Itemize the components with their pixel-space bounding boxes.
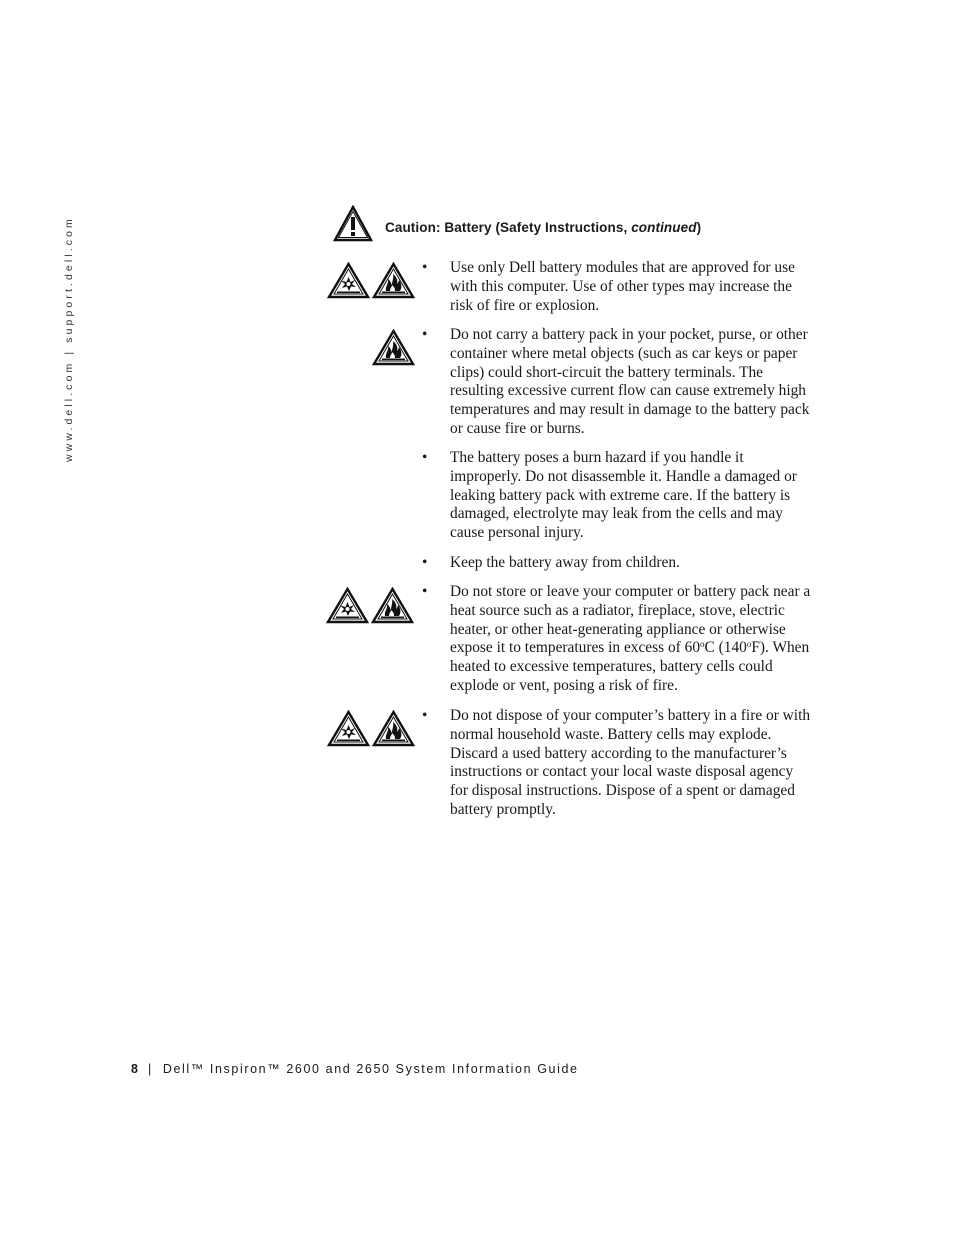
bullet-text: Use only Dell battery modules that are approved for use with this computer. Use of other types may increase the risk of fire or explosion. [450, 259, 795, 314]
document-title: Dell™ Inspiron™ 2600 and 2650 System Information Guide [162, 1062, 579, 1076]
page-number: 8 [131, 1062, 138, 1076]
explosion-hazard-icon [327, 710, 370, 747]
explosion-hazard-icon [326, 587, 369, 624]
bullet-marker: • [422, 707, 428, 724]
caution-triangle-icon [333, 205, 373, 242]
sidebar-url: www.dell.com | support.dell.com [63, 216, 75, 462]
fire-hazard-icon [372, 262, 415, 299]
bullet-text: The battery poses a burn hazard if you handle it improperly. Do not disassemble it. Handle a damaged or leaking battery pack with extreme care. If the battery is damaged, electrolyte may leak from the cells and may cause personal injury. [450, 449, 797, 542]
list-item [422, 449, 814, 543]
footer-separator: | [147, 1062, 153, 1076]
caution-heading: Caution: Battery (Safety Instructions, continued) [385, 220, 702, 235]
list-item [422, 707, 814, 820]
bullet-marker: • [422, 554, 428, 571]
list-item [422, 326, 814, 439]
page-footer [131, 1062, 579, 1076]
list-item [422, 583, 814, 696]
bullet-marker: • [422, 326, 428, 343]
bullet-marker: • [422, 583, 428, 600]
fire-hazard-icon [372, 329, 415, 366]
bullet-marker: • [422, 259, 428, 276]
bullet-marker: • [422, 449, 428, 466]
list-item [422, 554, 814, 573]
explosion-hazard-icon [327, 262, 370, 299]
fire-hazard-icon [372, 710, 415, 747]
bullet-text: Do not dispose of your computer’s battery in a fire or with normal household waste. Battery cells may explode. Discard a used battery according to the manufacturer’s instructions or contact your local waste disposal agency for disposal instructions. Dispose of a spent or damaged battery promptly. [450, 707, 811, 818]
bullet-text: Do not store or leave your computer or battery pack near a heat source such as a radiator, fireplace, stove, electric heater, or other heat-generating appliance or otherwise expose it to temperatures in excess of 60$^o$C (140$^o$F). When heated to excessive temperatures, battery cells could explode or vent, posing a risk of fire. [450, 583, 811, 694]
list-item [422, 259, 814, 315]
fire-hazard-icon [371, 587, 414, 624]
bullet-text: Do not carry a battery pack in your pocket, purse, or other container where metal objects (such as car keys or paper clips) could short-circuit the battery terminals. The resulting excessive current flow can cause extremely high temperatures and may result in damage to the battery pack or cause fire or burns. [450, 326, 810, 437]
bullet-text: Keep the battery away from children. [450, 554, 680, 571]
